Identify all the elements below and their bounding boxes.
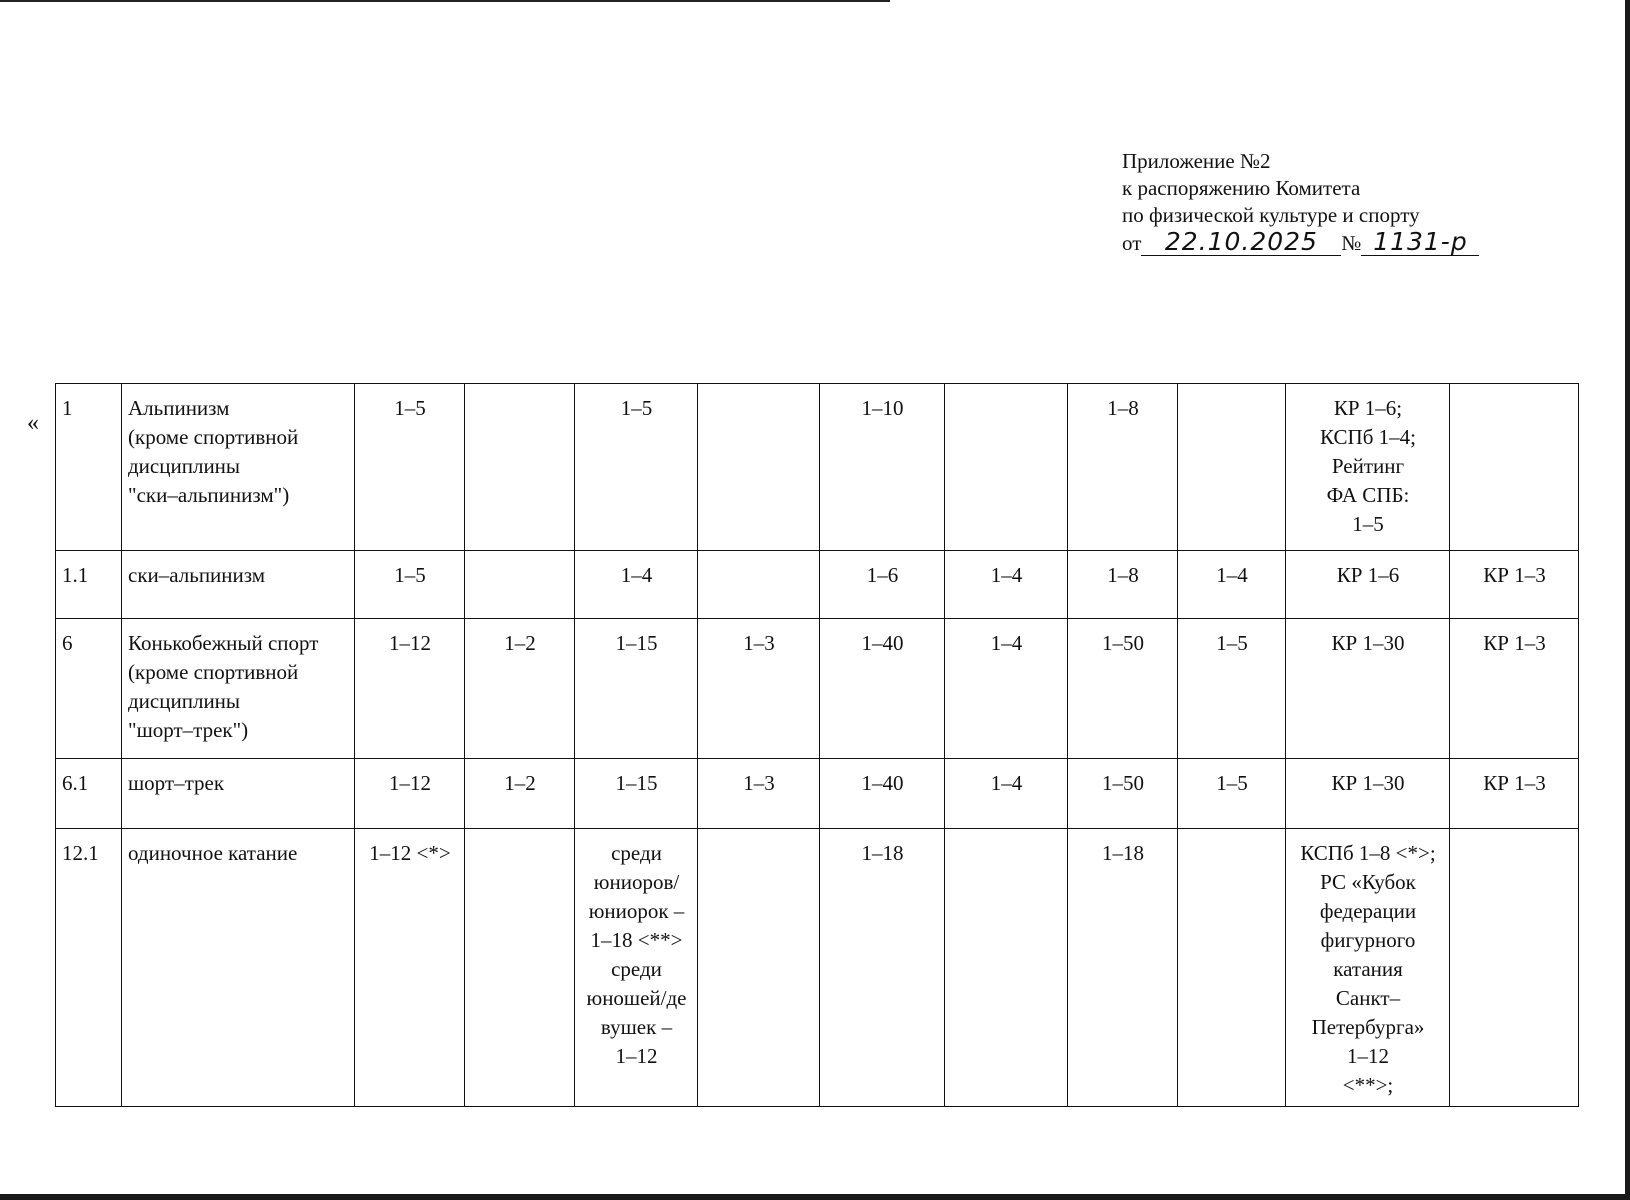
row-number-cell	[56, 619, 122, 759]
value-cell	[820, 829, 945, 1107]
row-number: 1	[62, 396, 73, 420]
value-cell	[1286, 619, 1450, 759]
row-number-cell	[56, 384, 122, 551]
value-text: КР 1–30	[1331, 631, 1405, 655]
sport-name: одиночное катание	[128, 841, 298, 865]
value-cell	[1450, 384, 1579, 551]
sport-name-cell	[122, 551, 355, 619]
value-text: 1–50	[1102, 631, 1144, 655]
table-row	[56, 829, 1579, 1107]
value-cell	[465, 384, 575, 551]
value-cell	[698, 551, 820, 619]
value-text: 1–12	[389, 771, 431, 795]
value-cell	[698, 759, 820, 829]
value-cell	[575, 551, 698, 619]
row-number: 6	[62, 631, 73, 655]
value-text: 1–18	[861, 841, 904, 865]
header-line-1: Приложение №2	[1122, 149, 1271, 173]
value-cell	[1286, 551, 1450, 619]
value-text: 1–4	[620, 563, 653, 587]
value-cell	[945, 384, 1068, 551]
header-date-line	[1122, 229, 1479, 257]
value-cell	[820, 619, 945, 759]
header-line-3: по физической культуре и спорту	[1122, 203, 1420, 227]
value-text: 1–12	[389, 631, 431, 655]
value-text: КР 1–6; КСПб 1–4; Рейтинг ФА СПБ: 1–5	[1320, 396, 1416, 536]
handwritten-number: 1131-р	[1361, 229, 1479, 256]
handwritten-date: 22.10.2025	[1141, 229, 1341, 256]
value-text: 1–6	[866, 563, 899, 587]
value-text: 1–15	[615, 771, 658, 795]
value-cell	[698, 829, 820, 1107]
value-cell	[575, 829, 698, 1107]
value-cell	[465, 759, 575, 829]
sport-name: шорт–трек	[128, 771, 225, 795]
value-text: КР 1–3	[1483, 771, 1546, 795]
date-prefix: от	[1122, 231, 1142, 255]
value-text: 1–4	[990, 631, 1023, 655]
value-text: 1–4	[990, 771, 1023, 795]
table-body	[56, 384, 1579, 1107]
row-number: 6.1	[62, 771, 89, 795]
sports-ranking-table	[55, 383, 1579, 1107]
value-cell	[1178, 759, 1286, 829]
value-text: 1–15	[615, 631, 658, 655]
value-cell	[1068, 551, 1178, 619]
value-text: среди юниоров/ юниорок – 1–18 <**> среди юношей/де вушек – 1–12	[586, 841, 687, 1068]
value-text: КР 1–3	[1483, 631, 1546, 655]
row-number: 12.1	[62, 841, 99, 865]
row-number-cell	[56, 551, 122, 619]
value-cell	[355, 759, 465, 829]
sport-name-cell	[122, 759, 355, 829]
opening-quote-mark: «	[27, 410, 39, 436]
value-cell	[820, 551, 945, 619]
value-text: 1–8	[1107, 396, 1139, 420]
value-cell	[355, 829, 465, 1107]
value-cell	[945, 619, 1068, 759]
value-text: 1–5	[394, 563, 426, 587]
table-row	[56, 551, 1579, 619]
value-cell	[1450, 829, 1579, 1107]
value-cell	[945, 759, 1068, 829]
value-text: 1–18	[1102, 841, 1144, 865]
row-number-cell	[56, 829, 122, 1107]
value-cell	[1068, 759, 1178, 829]
value-text: 1–3	[743, 631, 775, 655]
sport-name-cell	[122, 619, 355, 759]
value-cell	[465, 551, 575, 619]
row-number: 1.1	[62, 563, 89, 587]
value-cell	[1286, 829, 1450, 1107]
value-cell	[698, 384, 820, 551]
value-text: 1–12 <*>	[369, 841, 451, 865]
value-text: КР 1–6	[1336, 563, 1400, 587]
value-text: 1–8	[1107, 563, 1139, 587]
value-cell	[465, 619, 575, 759]
value-text: 1–4	[990, 563, 1023, 587]
value-cell	[1068, 384, 1178, 551]
scan-edge-right	[1625, 0, 1630, 1200]
number-prefix: №	[1341, 231, 1362, 255]
value-text: КСПб 1–8 <*>; РС «Кубок федерации фигурного катания Санкт– Петербурга» 1–12 <**>;	[1300, 841, 1436, 1097]
value-text: КР 1–3	[1483, 563, 1546, 587]
value-cell	[1068, 829, 1178, 1107]
value-cell	[465, 829, 575, 1107]
sport-name: ски–альпинизм	[128, 563, 266, 587]
value-cell	[1286, 759, 1450, 829]
table-row	[56, 759, 1579, 829]
value-cell	[355, 619, 465, 759]
value-cell	[820, 759, 945, 829]
sport-name: Конькобежный спорт (кроме спортивной дисциплины "шорт–трек")	[128, 631, 319, 742]
value-text: 1–3	[743, 771, 775, 795]
value-text: КР 1–30	[1331, 771, 1405, 795]
value-text: 1–5	[1216, 771, 1248, 795]
value-cell	[1178, 829, 1286, 1107]
sport-name-cell	[122, 384, 355, 551]
value-cell	[820, 384, 945, 551]
value-cell	[575, 619, 698, 759]
value-cell	[1450, 759, 1579, 829]
value-text: 1–40	[861, 771, 904, 795]
value-cell	[1068, 619, 1178, 759]
value-cell	[575, 384, 698, 551]
value-text: 1–2	[504, 631, 536, 655]
value-cell	[575, 759, 698, 829]
table-row	[56, 384, 1579, 551]
table-row	[56, 619, 1579, 759]
sport-name-cell	[122, 829, 355, 1107]
row-number-cell	[56, 759, 122, 829]
value-cell	[1286, 384, 1450, 551]
scan-edge-top	[0, 0, 890, 2]
value-text: 1–5	[394, 396, 426, 420]
value-text: 1–10	[861, 396, 904, 420]
header-line-2: к распоряжению Комитета	[1122, 176, 1361, 200]
value-text: 1–5	[1216, 631, 1248, 655]
value-cell	[698, 619, 820, 759]
value-text: 1–5	[620, 396, 653, 420]
value-cell	[1450, 619, 1579, 759]
value-cell	[1178, 551, 1286, 619]
value-cell	[945, 829, 1068, 1107]
sport-name: Альпинизм (кроме спортивной дисциплины "ски–альпинизм")	[128, 396, 299, 507]
value-cell	[945, 551, 1068, 619]
value-text: 1–50	[1102, 771, 1144, 795]
value-cell	[1450, 551, 1579, 619]
value-text: 1–4	[1216, 563, 1248, 587]
value-cell	[1178, 619, 1286, 759]
scan-edge-bottom	[0, 1194, 1630, 1200]
value-cell	[355, 551, 465, 619]
attachment-header	[1122, 148, 1479, 257]
value-cell	[1178, 384, 1286, 551]
value-text: 1–40	[861, 631, 904, 655]
value-text: 1–2	[504, 771, 536, 795]
value-cell	[355, 384, 465, 551]
